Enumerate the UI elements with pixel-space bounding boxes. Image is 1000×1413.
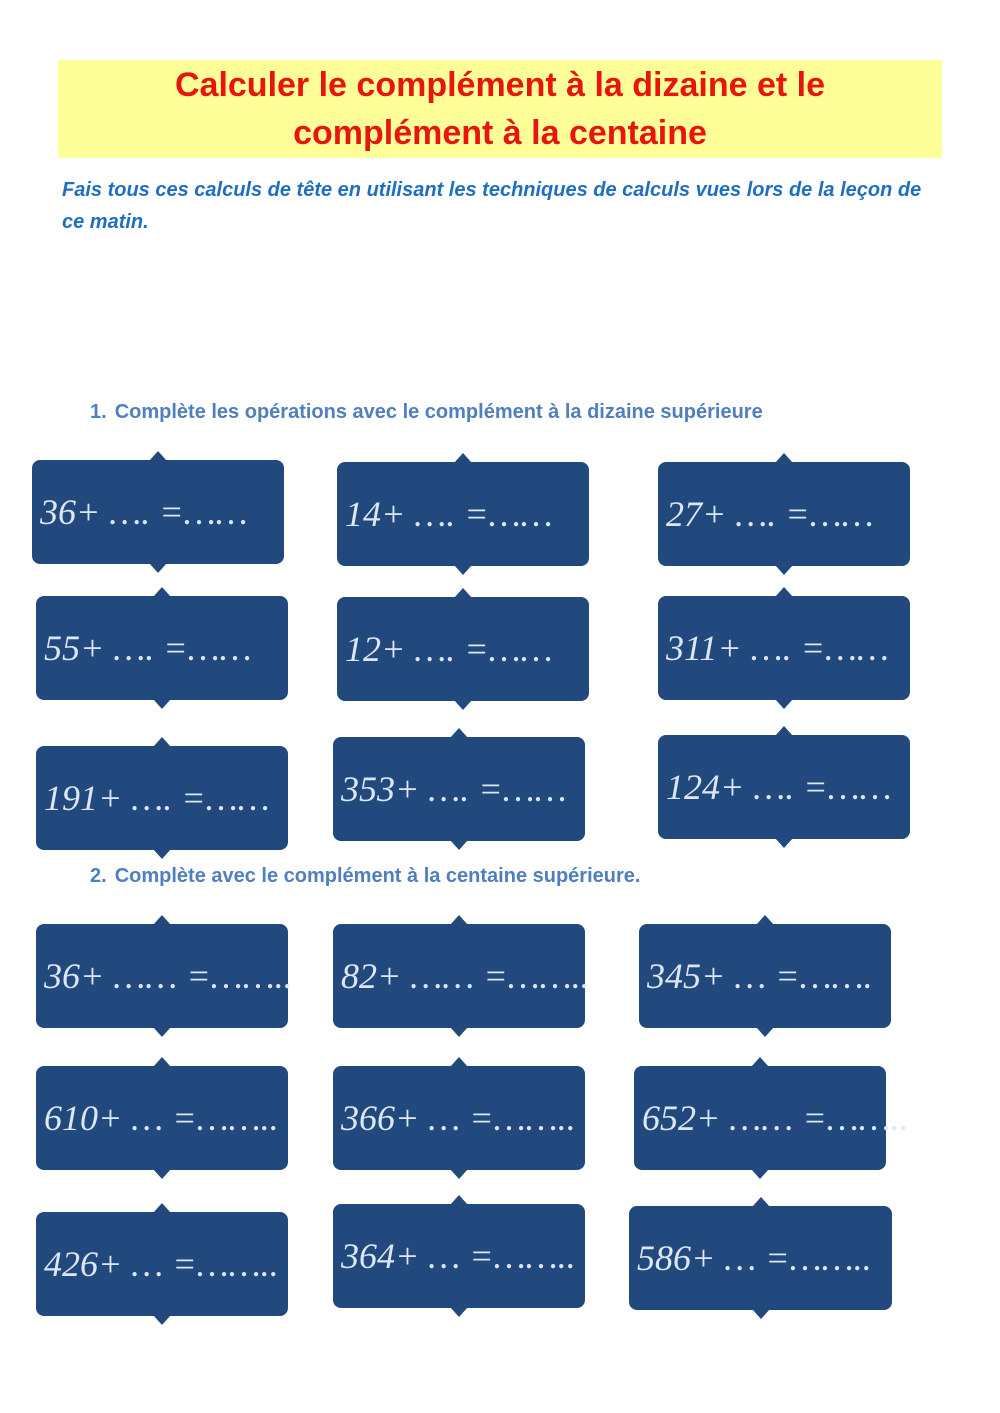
instructions-text: Fais tous ces calculs de tête en utilisant les techniques de calculs vues lors de la leçon de ce matin. [62, 179, 922, 233]
page-title-line-1: Calculer le complément à la dizaine et le [174, 66, 826, 104]
exercise-card[interactable] [337, 597, 589, 701]
exercise-card-text: 82+ …… =…….. [341, 956, 590, 996]
exercise-card[interactable] [658, 596, 910, 700]
exercise-card[interactable] [658, 735, 910, 839]
exercise-card[interactable] [36, 1212, 288, 1316]
page-title-line-2: complément à la centaine [293, 114, 707, 152]
exercise-card-text: 36+ …. =…… [40, 492, 248, 532]
exercise-card[interactable] [337, 462, 589, 566]
exercise-card-text: 426+ … =…….. [44, 1244, 279, 1284]
exercise-card-text: 652+ …… =…….. [642, 1098, 909, 1138]
exercise-card[interactable] [36, 924, 293, 1028]
exercise-card[interactable] [333, 924, 590, 1028]
exercise-card-text: 14+ …. =…… [345, 494, 553, 534]
exercise-card[interactable] [333, 737, 585, 841]
exercise-card-text: 55+ …. =…… [44, 628, 252, 668]
exercise-card-text: 353+ …. =…… [341, 769, 567, 809]
exercise-card-text: 191+ …. =…… [44, 778, 270, 818]
exercise-card[interactable] [333, 1204, 585, 1308]
exercise-card[interactable] [333, 1066, 585, 1170]
section-2-heading [90, 865, 640, 888]
title-band [58, 60, 942, 158]
exercise-card-text: 610+ … =…….. [44, 1098, 279, 1138]
exercise-card[interactable] [639, 924, 891, 1028]
exercise-card-text: 311+ …. =…… [666, 628, 889, 668]
exercise-card-text: 345+ … =……. [647, 956, 873, 996]
exercise-card[interactable] [32, 460, 284, 564]
section-1-number: 1. [90, 401, 107, 423]
exercise-card-text: 12+ …. =…… [345, 629, 553, 669]
section-2-number: 2. [90, 865, 107, 887]
exercise-card-text: 36+ …… =…….. [44, 956, 293, 996]
exercise-card-text: 586+ … =…….. [637, 1238, 872, 1278]
exercise-card-text: 124+ …. =…… [666, 767, 892, 807]
exercise-card[interactable] [36, 596, 288, 700]
exercise-card[interactable] [634, 1066, 909, 1170]
section-1-heading-text: Complète les opérations avec le complément à la dizaine supérieure [114, 401, 763, 423]
exercise-card[interactable] [36, 746, 288, 850]
exercise-card-text: 366+ … =…….. [341, 1098, 576, 1138]
exercise-card[interactable] [658, 462, 910, 566]
section-1-heading [90, 401, 763, 424]
exercise-card-text: 364+ … =…….. [341, 1236, 576, 1276]
exercise-card[interactable] [36, 1066, 288, 1170]
section-2-heading-text: Complète avec le complément à la centaine supérieure. [114, 865, 641, 887]
exercise-card-text: 27+ …. =…… [666, 494, 874, 534]
exercise-card[interactable] [629, 1206, 892, 1310]
